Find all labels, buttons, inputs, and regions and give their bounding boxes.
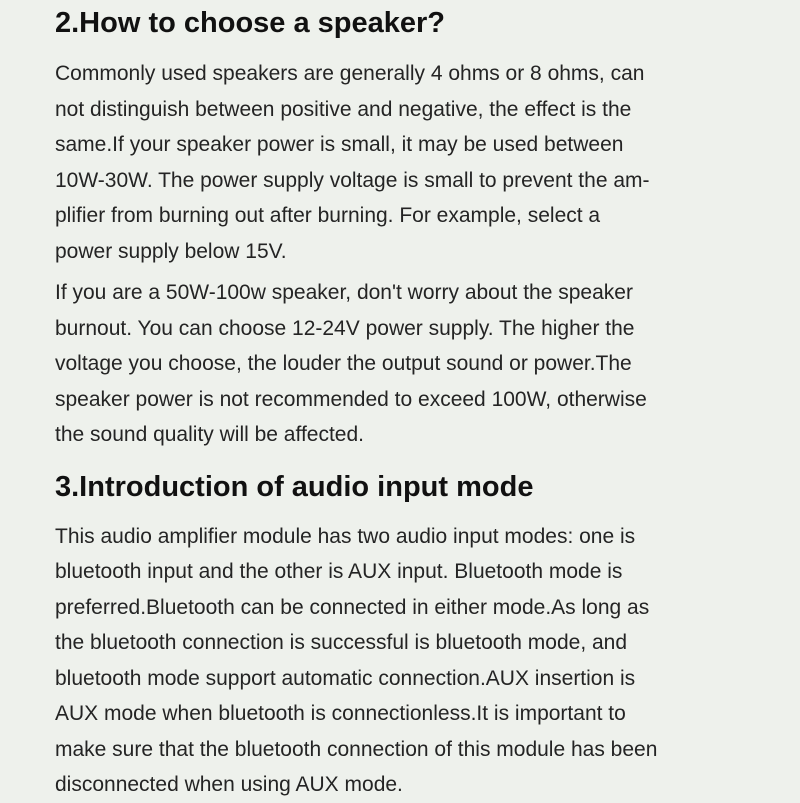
text-line: the bluetooth connection is successful is bluetooth mode, and [55, 631, 628, 654]
text-line: bluetooth input and the other is AUX input. Bluetooth mode is [55, 560, 623, 583]
text-line: make sure that the bluetooth connection of this module has been [55, 737, 658, 761]
text-line: power supply below 15V. [55, 239, 287, 263]
text-line: not distinguish between positive and negative, the effect is the [55, 97, 632, 121]
text-line: Commonly used speakers are generally 4 ohms or 8 ohms, can [55, 62, 645, 85]
paragraph-speaker-power [55, 275, 760, 453]
text-line: voltage you choose, the louder the output sound or power.The [55, 352, 632, 375]
text-line: preferred.Bluetooth can be connected in either mode.As long as [55, 595, 650, 619]
paragraph-speaker-impedance [55, 56, 760, 269]
text-line: the sound quality will be affected. [55, 423, 364, 446]
text-line: bluetooth mode support automatic connection.AUX insertion is [55, 666, 636, 690]
text-line: same.If your speaker power is small, it may be used between [55, 133, 624, 156]
paragraph-audio-input-modes [55, 519, 760, 803]
text-line: disconnected when using AUX mode. [55, 773, 403, 796]
section-heading-speaker-choice: 2.How to choose a speaker? [55, 7, 446, 39]
text-line: speaker power is not recommended to exceed 100W, otherwise [55, 387, 647, 411]
section-heading-audio-input: 3.Introduction of audio input mode [55, 470, 534, 503]
text-line: AUX mode when bluetooth is connectionless.It is important to [55, 702, 626, 725]
text-line: plifier from burning out after burning. For example, select a [55, 204, 601, 227]
text-line: This audio amplifier module has two audio input modes: one is [55, 524, 636, 548]
text-line: If you are a 50W-100w speaker, don't worry about the speaker [55, 281, 633, 304]
text-line: burnout. You can choose 12-24V power supply. The higher the [55, 316, 635, 340]
text-line: 10W-30W. The power supply voltage is small to prevent the am- [55, 168, 650, 192]
